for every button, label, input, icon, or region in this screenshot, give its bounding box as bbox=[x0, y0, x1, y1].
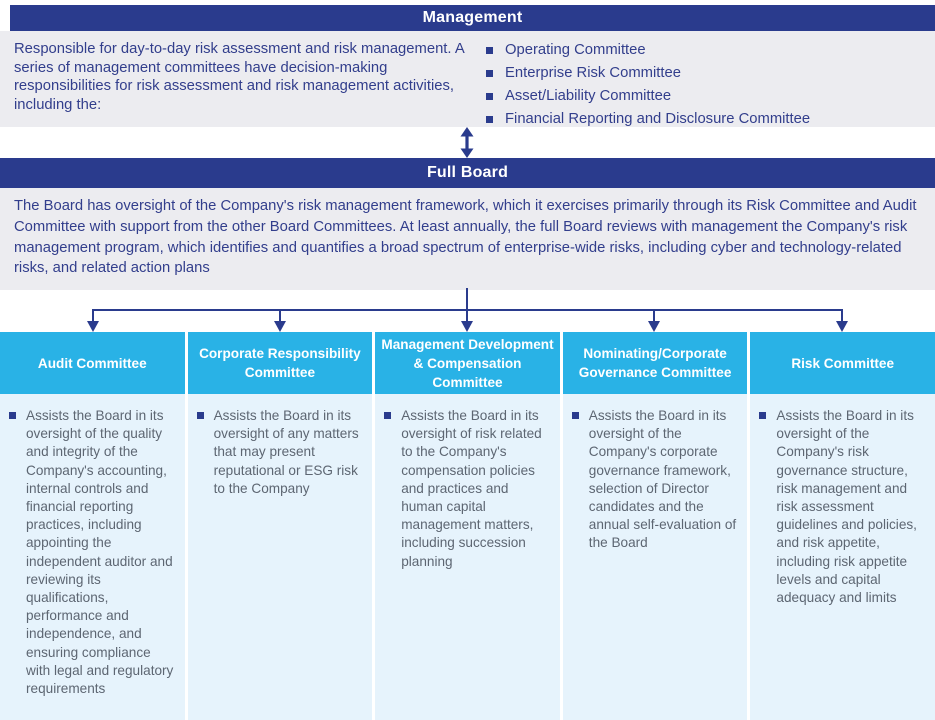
management-committee-label: Operating Committee bbox=[505, 42, 646, 58]
list-item bbox=[486, 88, 921, 104]
square-bullet-icon bbox=[384, 412, 391, 419]
committee-header: Audit Committee bbox=[0, 332, 185, 394]
committee-header: Corporate Responsibility Committee bbox=[188, 332, 373, 394]
full-board-box bbox=[0, 188, 935, 290]
committee-column-risk bbox=[750, 332, 935, 720]
committee-body bbox=[0, 394, 185, 720]
square-bullet-icon bbox=[197, 412, 204, 419]
square-bullet-icon bbox=[759, 412, 766, 419]
up-down-arrow-icon bbox=[456, 127, 478, 158]
committee-columns bbox=[0, 332, 935, 720]
square-bullet-icon bbox=[9, 412, 16, 419]
list-item bbox=[486, 65, 921, 81]
management-bar bbox=[10, 5, 935, 31]
arrowhead-icon bbox=[87, 321, 99, 332]
square-bullet-icon bbox=[486, 47, 493, 54]
square-bullet-icon bbox=[486, 70, 493, 77]
square-bullet-icon bbox=[486, 116, 493, 123]
full-board-title: Full Board bbox=[426, 164, 509, 181]
management-description: Responsible for day-to-day risk assessment and risk management. A series of management committees have decision-making responsibilities for risk assessment and risk management activities, including the: bbox=[14, 41, 464, 113]
arrowhead-icon bbox=[836, 321, 848, 332]
committee-body bbox=[563, 394, 748, 720]
committee-column-corporate-responsibility bbox=[188, 332, 373, 720]
management-committee-label: Asset/Liability Committee bbox=[505, 88, 672, 104]
committee-body bbox=[750, 394, 935, 720]
management-committee-list bbox=[466, 42, 921, 127]
committee-description: Assists the Board in its oversight of the Company's risk governance structure, risk management and risk assessment guidelines and policies, and risk appetite, including risk appetite levels and capital adequacy and limits bbox=[776, 408, 917, 606]
square-bullet-icon bbox=[486, 93, 493, 100]
management-committee-label: Enterprise Risk Committee bbox=[505, 65, 681, 81]
committee-body bbox=[375, 394, 560, 720]
list-item bbox=[486, 42, 921, 58]
management-title: Management bbox=[422, 9, 523, 26]
committee-column-nominating-governance bbox=[563, 332, 748, 720]
org-connector-lines bbox=[0, 288, 935, 332]
committee-header: Nominating/Corporate Governance Committee bbox=[563, 332, 748, 394]
arrowhead-icon bbox=[461, 321, 473, 332]
committee-description: Assists the Board in its oversight of risk related to the Company's compensation policies and practices and human capital management matters, including succession planning bbox=[401, 408, 542, 569]
committee-header: Risk Committee bbox=[750, 332, 935, 394]
arrowhead-icon bbox=[648, 321, 660, 332]
committee-column-audit bbox=[0, 332, 185, 720]
full-board-description: The Board has oversight of the Company's risk management framework, which it exercises primarily through its Risk Committee and Audit Committee with support from the other Board Committees. At least annually, the full Board reviews with management the Company's risk management program, which identifies and quantifies a broad spectrum of enterprise-wide risks, including cyber and technology-related risks, and related action plans bbox=[14, 198, 917, 277]
management-box bbox=[0, 31, 935, 127]
committee-body bbox=[188, 394, 373, 720]
square-bullet-icon bbox=[572, 412, 579, 419]
committee-description: Assists the Board in its oversight of any matters that may present reputational or ESG risk to the Company bbox=[213, 408, 359, 496]
management-committee-label: Financial Reporting and Disclosure Committee bbox=[505, 111, 811, 127]
list-item bbox=[486, 111, 921, 127]
committee-column-management-development bbox=[375, 332, 560, 720]
committee-header: Management Development & Compensation Committee bbox=[375, 332, 560, 394]
committee-description: Assists the Board in its oversight of the quality and integrity of the Company's accounting, internal controls and financial reporting practices, including appointing the independent auditor and reviewing its qualifications, performance and independence, and ensuring compliance with legal and regulatory requirements bbox=[26, 408, 174, 697]
full-board-bar bbox=[0, 158, 935, 188]
committee-description: Assists the Board in its oversight of the Company's corporate governance framework, selection of Director candidates and the annual self-evaluation of the Board bbox=[588, 408, 737, 551]
arrowhead-icon bbox=[274, 321, 286, 332]
